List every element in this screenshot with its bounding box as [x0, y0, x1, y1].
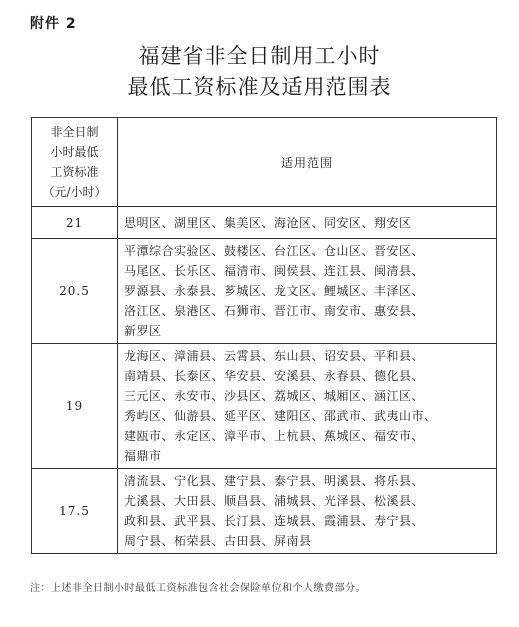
standard-value: 20.5: [32, 239, 118, 344]
range-line: 周宁县、柘荣县、古田县、屏南县: [124, 534, 312, 548]
header-range-cell: 适用范围: [118, 118, 497, 207]
range-line: 南靖县、长泰区、华安县、安溪县、永春县、德化县、: [124, 369, 425, 383]
standard-value: 19: [32, 344, 118, 469]
range-line: 尤溪县、大田县、顺昌县、浦城县、光泽县、松溪县、: [124, 494, 425, 508]
range-line: 三元区、永安市、沙县区、荔城区、城厢区、涵江区、: [124, 389, 425, 403]
header-standard-cell: [32, 118, 118, 207]
table-row: [32, 344, 497, 469]
range-cell: [118, 344, 497, 469]
range-line: 清流县、宁化县、建宁县、泰宁县、明溪县、将乐县、: [124, 474, 425, 488]
header-standard-line: 非全日制: [50, 125, 99, 139]
range-line: 建瓯市、永定区、漳平市、上杭县、蕉城区、福安市、: [124, 429, 425, 443]
range-line: 政和县、武平县、长汀县、连城县、霞浦县、寿宁县、: [124, 514, 425, 528]
range-cell: [118, 239, 497, 344]
attachment-label: 附件 2: [30, 16, 77, 32]
range-line: 洛江区、泉港区、石狮市、晋江市、南安市、惠安县、: [124, 304, 425, 318]
table-row: [32, 239, 497, 344]
range-line: 马尾区、长乐区、福清市、闽侯县、连江县、闽清县、: [124, 264, 425, 278]
table-row: [32, 469, 497, 554]
range-line: 秀屿区、仙游县、延平区、建阳区、邵武市、武夷山市、: [124, 409, 437, 423]
range-line: 龙海区、漳浦县、云霄县、东山县、诏安县、平和县、: [124, 349, 425, 363]
range-line: 思明区、湖里区、集美区、海沧区、同安区、翔安区: [124, 215, 412, 230]
range-cell: [118, 207, 497, 239]
range-cell: [118, 469, 497, 554]
table-header-row: [32, 118, 497, 207]
standard-value: 17.5: [32, 469, 118, 554]
range-line: 罗源县、永泰县、芗城区、龙文区、鲤城区、丰泽区、: [124, 284, 425, 298]
header-standard-line: 小时最低: [50, 145, 99, 159]
table-row: [32, 207, 497, 239]
document-title-line-2: 最低工资标准及适用范围表: [127, 75, 392, 99]
wage-standard-table: [31, 117, 497, 554]
standard-value: 21: [32, 207, 118, 239]
range-line: 福鼎市: [124, 449, 162, 463]
header-standard-line: （元/小时）: [42, 185, 107, 199]
footnote: 注：上述非全日制小时最低工资标准包含社会保险单位和个人缴费部分。: [30, 583, 366, 594]
range-line: 新罗区: [124, 324, 162, 338]
range-line: 平潭综合实验区、鼓楼区、台江区、仓山区、晋安区、: [124, 244, 425, 258]
document-title-line-1: 福建省非全日制用工小时: [138, 44, 381, 68]
header-standard-line: 工资标准: [50, 165, 99, 179]
